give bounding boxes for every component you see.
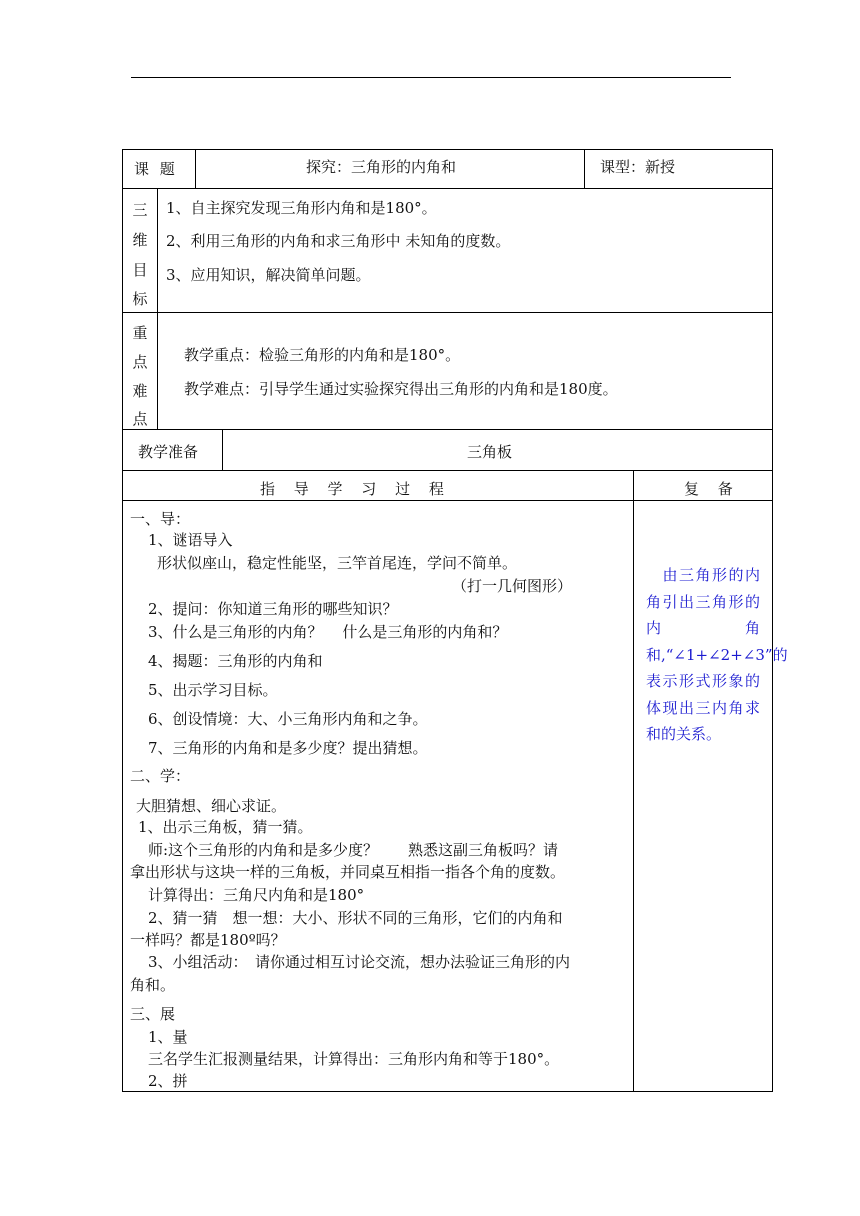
col-divider (633, 470, 634, 1092)
col-divider (195, 149, 196, 188)
row-divider (122, 500, 773, 501)
review-note: 由三角形的内角引出三角形的内角和,“∠1+∠2+∠3”的表示形式形象的体现出三内角求和的关系。 (646, 566, 788, 743)
process-line: （打一几何图形） (452, 577, 573, 595)
lesson-type: 课型：新授 (600, 158, 676, 176)
process-line: 3、什么是三角形的内角？ 什么是三角形的内角和？ (148, 623, 508, 641)
topic-title: 探究：三角形的内角和 (306, 158, 457, 176)
process-line: 拿出形状与这块一样的三角板，并同桌互相指一指各个角的度数。 (130, 863, 566, 881)
header-rule (131, 77, 731, 78)
goals-label-char: 维 (132, 231, 148, 249)
row-divider (122, 188, 773, 189)
key-label-char: 点 (132, 410, 148, 428)
process-line: 7、三角形的内角和是多少度？提出猜想。 (148, 739, 428, 757)
process-line: 2、提问：你知道三角形的哪些知识？ (148, 600, 398, 618)
section-heading: 一、导： (130, 510, 191, 528)
process-line: 2、猜一猜 想一想：大小、形状不同的三角形，它们的内角和 (148, 909, 563, 927)
process-line: 5、出示学习目标。 (148, 681, 278, 699)
process-line: 大胆猜想、细心求证。 (136, 797, 287, 815)
goal-item: 1、自主探究发现三角形内角和是180°。 (166, 199, 437, 217)
process-line: 4、揭题：三角形的内角和 (148, 652, 323, 670)
process-line: 1、谜语导入 (148, 531, 233, 549)
process-header: 指 导 学 习 过 程 (260, 480, 444, 498)
key-label-char: 难 (132, 382, 148, 400)
process-line: 角和。 (130, 976, 176, 994)
key-label-char: 重 (132, 324, 148, 342)
col-divider (222, 430, 223, 470)
process-line: 一样吗？都是180º吗？ (130, 931, 286, 949)
key-label-char: 点 (132, 353, 148, 371)
prep-value: 三角板 (467, 443, 513, 461)
section-heading: 三、展 (130, 1005, 176, 1023)
section-heading: 二、学： (130, 767, 191, 785)
process-line: 1、出示三角板，猜一猜。 (138, 818, 313, 836)
process-line: 2、拼 (148, 1072, 188, 1090)
row-divider (122, 312, 773, 313)
process-line: 三名学生汇报测量结果，计算得出：三角形内角和等于180°。 (148, 1050, 560, 1068)
process-line: 3、小组活动： 请你通过相互讨论交流，想办法验证三角形的内 (148, 953, 571, 971)
goals-label-char: 三 (132, 201, 148, 219)
col-divider (584, 149, 585, 188)
goals-label-char: 目 (132, 261, 148, 279)
review-header: 复 备 (684, 480, 733, 498)
topic-label: 课 题 (134, 160, 175, 178)
col-divider (157, 188, 158, 430)
process-line: 形状似座山，稳定性能坚，三竿首尾连，学问不简单。 (157, 554, 518, 572)
row-divider (122, 470, 773, 471)
key-point: 教学重点：检验三角形的内角和是180°。 (184, 346, 461, 364)
goal-item: 3、应用知识，解决简单问题。 (166, 266, 371, 284)
difficult-point: 教学难点：引导学生通过实验探究得出三角形的内角和是180度。 (184, 380, 618, 398)
process-line: 1、量 (148, 1028, 188, 1046)
process-line: 计算得出：三角尺内角和是180° (148, 886, 365, 904)
goals-label-char: 标 (132, 290, 148, 308)
prep-label: 教学准备 (138, 443, 199, 461)
process-line: 6、创设情境：大、小三角形内角和之争。 (148, 710, 428, 728)
process-line: 师:这个三角形的内角和是多少度？ 熟悉这副三角板吗？请 (148, 841, 559, 859)
goal-item: 2、利用三角形的内角和求三角形中 未知角的度数。 (166, 232, 511, 250)
